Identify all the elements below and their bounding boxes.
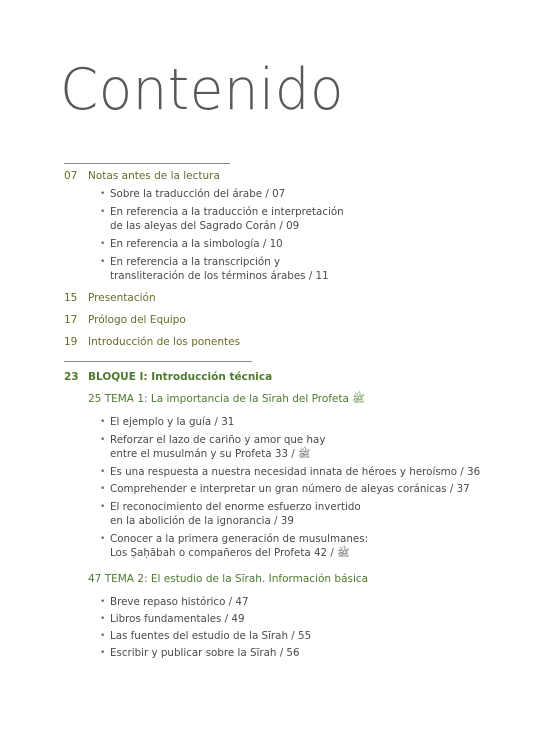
toc-entry-label: Notas antes de la lectura [88,170,220,182]
toc-subitem-continuation [110,448,310,461]
toc-subitem-label: Libros fundamentales / 49 [110,613,245,625]
section-rule-top [64,163,230,164]
toc-subitem-continuation [110,547,350,560]
toc-subitem-label: El reconocimiento del enorme esfuerzo invertido [110,501,361,513]
toc-page-number: 07 [64,170,78,182]
bullet-icon: • [100,239,106,249]
bullet-icon: • [100,502,106,512]
toc-subitem-label: Los Ṣaḥābah o compañeros del Profeta ﷺ / 42 [110,547,350,559]
page-title: Contenido [60,57,344,123]
toc-page-number: 23 [64,371,79,383]
toc-subitem-label: En referencia a la transcripción y [110,256,281,268]
toc-subitem-label: transliteración de los términos árabes / 11 [110,270,329,282]
toc-block-label: BLOQUE I: Introducción técnica [88,371,273,383]
bullet-icon: • [100,631,106,641]
toc-subitem-label: Reforzar el lazo de cariño y amor que hay [110,434,326,446]
toc-subitem-label: Breve repaso histórico / 47 [110,596,249,608]
bullet-icon: • [100,435,106,445]
toc-subitem-label: de las aleyas del Sagrado Corán / 09 [110,220,300,232]
toc-subitem-continuation [110,270,329,283]
bullet-icon: • [100,597,106,607]
toc-subitem-continuation [110,515,294,528]
bullet-icon: • [100,534,106,544]
toc-subitem-label: Las fuentes del estudio de la Sīrah / 55 [110,630,312,642]
toc-page-number: 19 [64,336,78,348]
toc-tema-label: 47 TEMA 2: El estudio de la Sīrah. Información básica [88,573,369,585]
section-rule-bloque [64,361,252,362]
bullet-icon: • [100,189,106,199]
bullet-icon: • [100,648,106,658]
toc-subitem-label: Escribir y publicar sobre la Sīrah / 56 [110,647,300,659]
toc-subitem-label: en la abolición de la ignorancia / 39 [110,515,294,527]
bullet-icon: • [100,257,106,267]
toc-subitem-label: entre el musulmán y su Profeta ﷺ / 33 [110,448,311,460]
toc-entry-label: Presentación [88,292,156,304]
toc-tema-1[interactable] [88,393,365,406]
toc-subitem-label: En referencia a la traducción e interpretación [110,206,344,218]
bullet-icon: • [100,417,106,427]
bullet-icon: • [100,484,106,494]
toc-tema-2[interactable] [88,573,368,586]
toc-subitem-label: Sobre la traducción del árabe / 07 [110,188,286,200]
toc-subitem-label: En referencia a la simbología / 10 [110,238,283,250]
toc-entry-label: Prólogo del Equipo [88,314,186,326]
toc-subitem-continuation [110,220,299,233]
toc-entry-label: Introducción de los ponentes [88,336,241,348]
toc-tema-label: 25 TEMA 1: La importancia de la Sīrah del Profeta ﷺ [88,393,365,405]
bullet-icon: • [100,614,106,624]
toc-subitem-label: El ejemplo y la guía / 31 [110,416,235,428]
toc-subitem-label: Es una respuesta a nuestra necesidad innata de héroes y heroísmo / 36 [110,466,481,478]
bullet-icon: • [100,467,106,477]
toc-page-number: 17 [64,314,78,326]
toc-subitem-label: Comprehender e interpretar un gran número de aleyas coránicas / 37 [110,483,470,495]
toc-subitem-label: Conocer a la primera generación de musulmanes: [110,533,369,545]
bullet-icon: • [100,207,106,217]
toc-page-number: 15 [64,292,78,304]
